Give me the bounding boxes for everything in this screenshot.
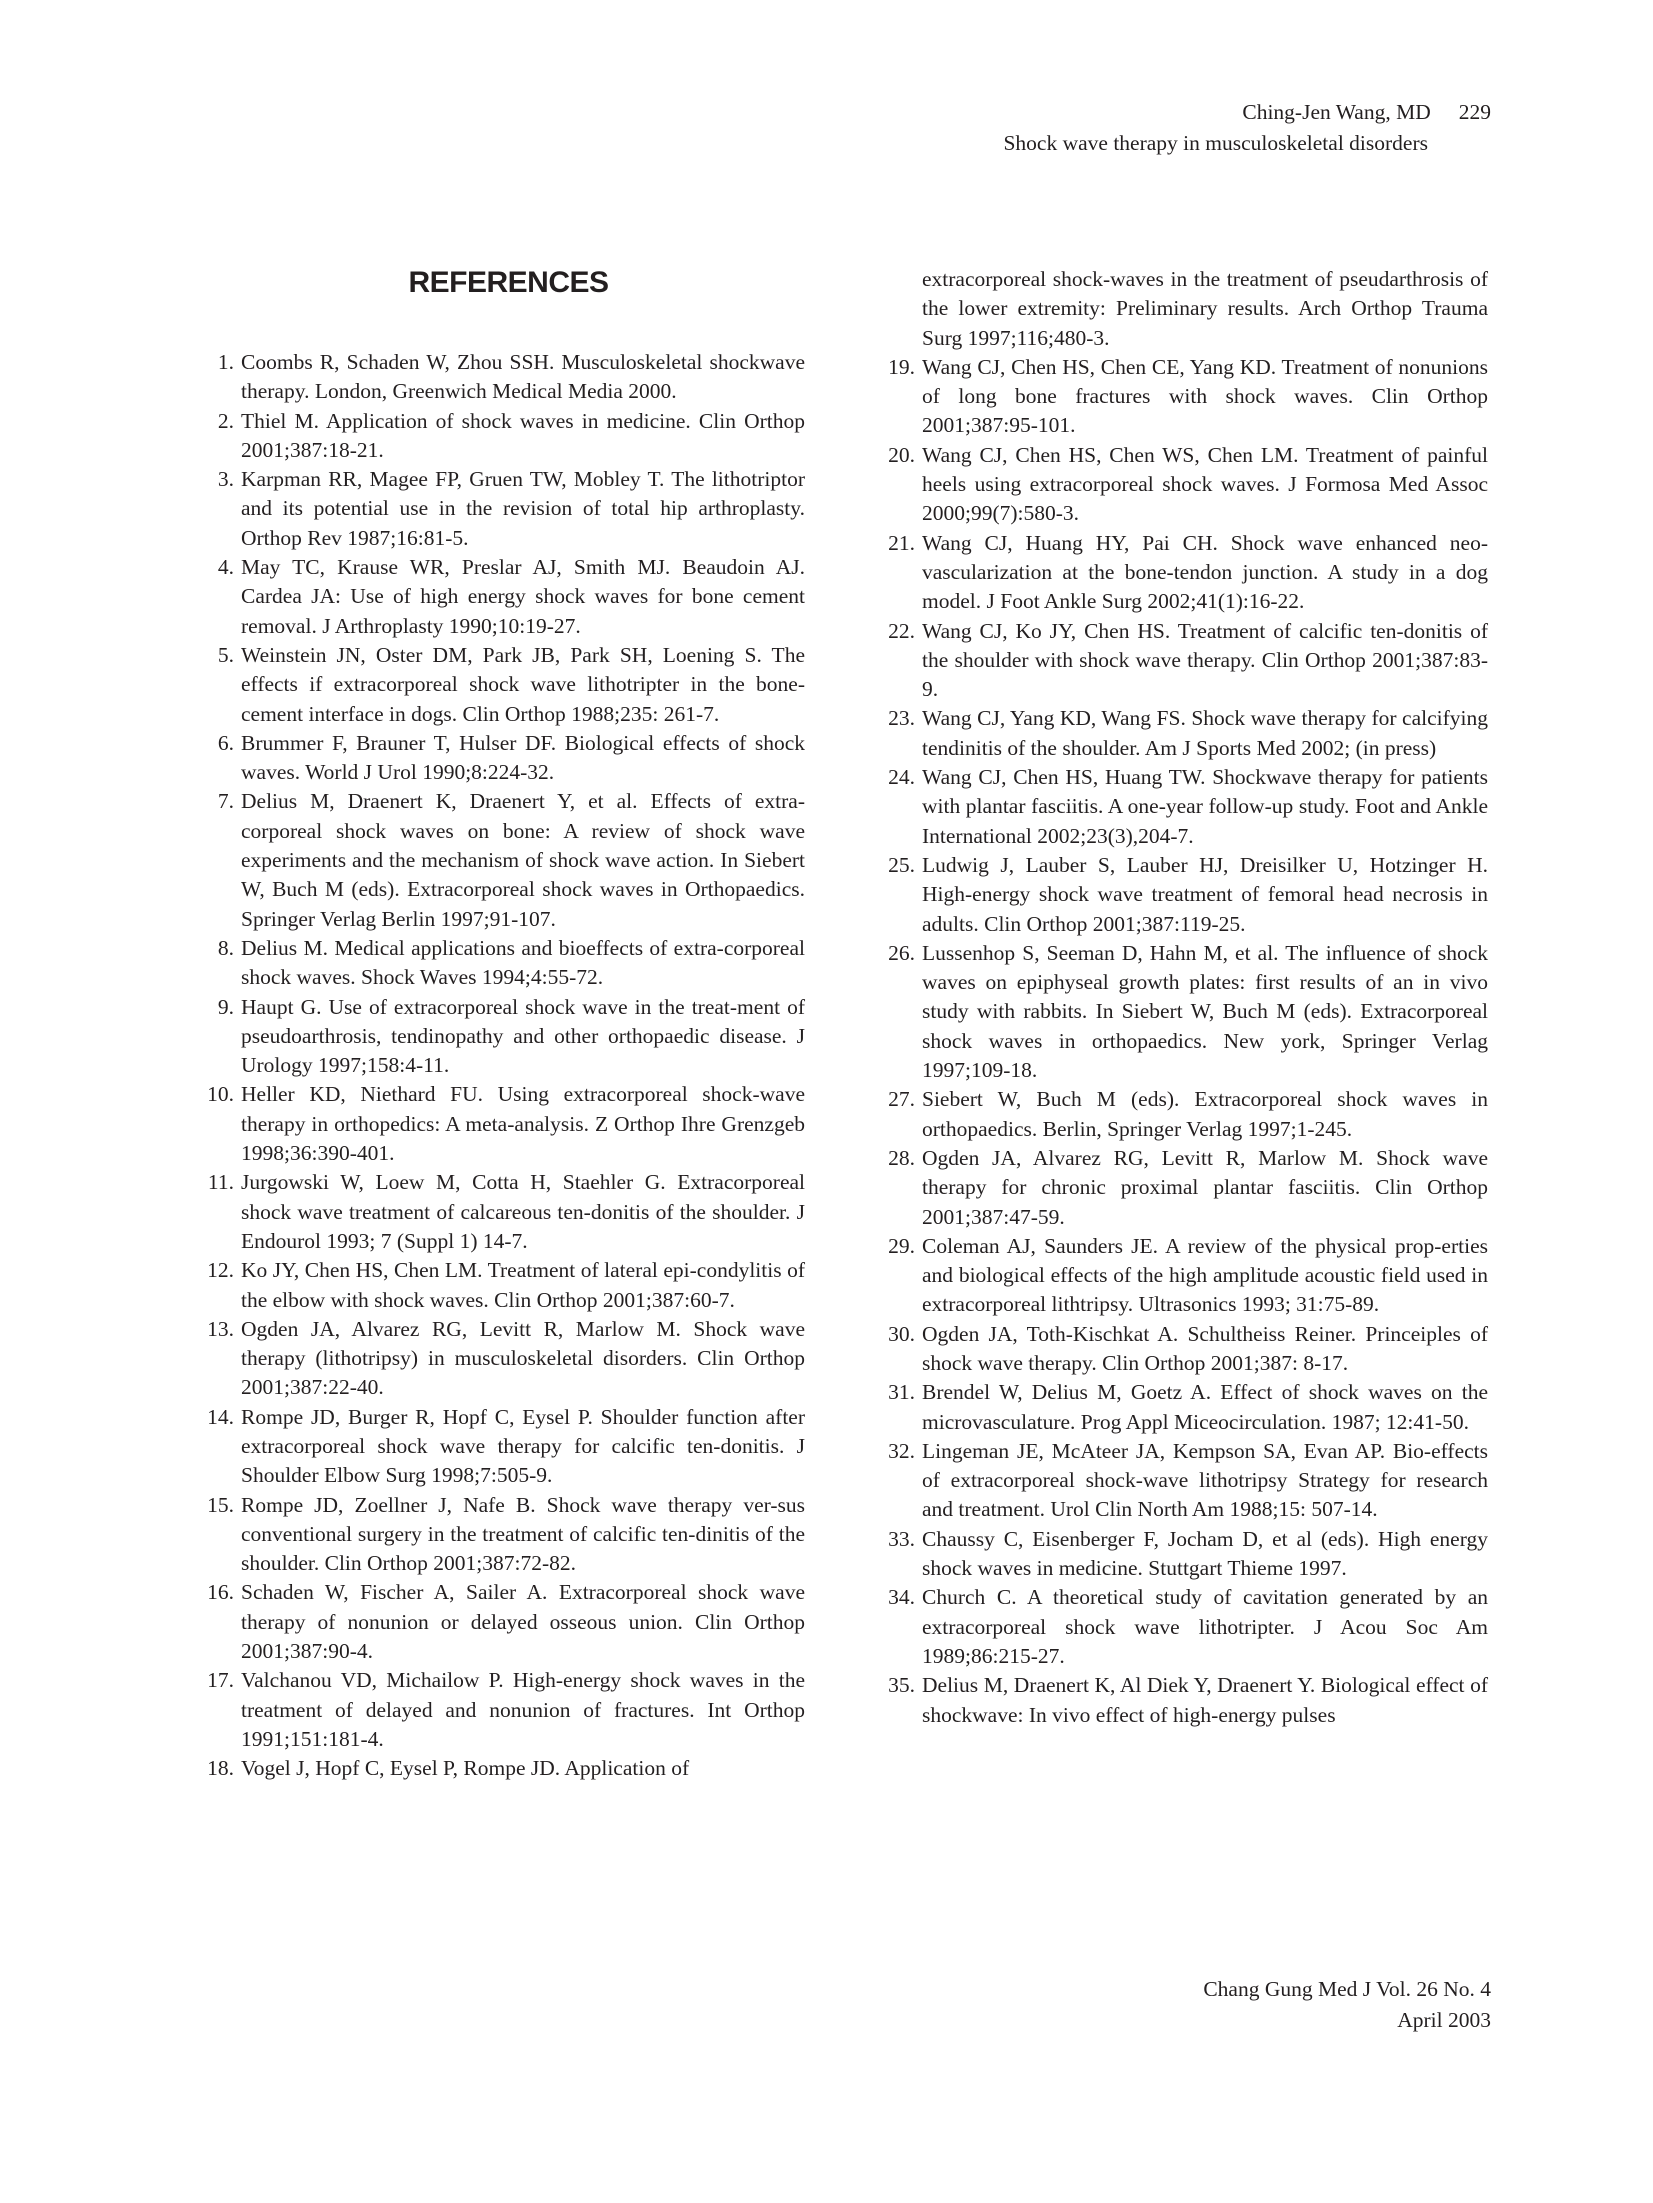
reference-text: Ko JY, Chen HS, Chen LM. Treatment of lateral epi-condylitis of the elbow with shock waves. Clin Orthop 2001;387:60-7.	[241, 1258, 805, 1312]
reference-number: 12.	[207, 1258, 234, 1283]
reference-18-continuation: extracorporeal shock-waves in the treatment of pseudarthrosis of the lower extremity: Preliminary results. Arch Orthop Trauma Surg 1997;116;480-3.	[922, 267, 1488, 350]
reference-item	[194, 934, 805, 993]
reference-text: Wang CJ, Chen HS, Chen WS, Chen LM. Treatment of painful heels using extracorporeal shock waves. J Formosa Med Assoc 2000;99(7):580-3.	[922, 442, 1488, 526]
reference-text: Heller KD, Niethard FU. Using extracorporeal shock-wave therapy in orthopedics: A meta-analysis. Z Orthop Ihre Grenzgeb 1998;36:390-401.	[241, 1082, 805, 1166]
reference-text: Wang CJ, Ko JY, Chen HS. Treatment of calcific ten-donitis of the shoulder with shock wave therapy. Clin Orthop 2001;387:83-9.	[922, 618, 1488, 702]
reference-item	[875, 1320, 1488, 1379]
reference-text: Schaden W, Fischer A, Sailer A. Extracorporeal shock wave therapy of nonunion or delayed osseous union. Clin Orthop 2001;387:90-4.	[241, 1580, 805, 1664]
reference-number: 34.	[888, 1585, 915, 1610]
reference-number: 3.	[217, 467, 234, 492]
reference-item	[875, 1437, 1488, 1525]
reference-text: Church C. A theoretical study of cavitation generated by an extracorporeal shock wave lithotripter. J Acou Soc Am 1989;86:215-27.	[922, 1585, 1488, 1668]
reference-number: 18.	[207, 1756, 234, 1781]
reference-number: 15.	[207, 1492, 234, 1517]
reference-item	[875, 1144, 1488, 1232]
reference-number: 23.	[888, 706, 915, 731]
reference-item	[875, 1085, 1488, 1144]
reference-item	[194, 1578, 805, 1666]
reference-text: Ogden JA, Toth-Kischkat A. Schultheiss Reiner. Princeiples of shock wave therapy. Clin Orthop 2001;387: 8-17.	[922, 1321, 1488, 1375]
reference-number: 7.	[217, 789, 234, 814]
reference-text: Brummer F, Brauner T, Hulser DF. Biological effects of shock waves. World J Urol 1990;8:224-32.	[241, 730, 805, 785]
reference-text: Coleman AJ, Saunders JE. A review of the physical prop-erties and biological effects of the high amplitude acoustic field used in extracorporeal lithtripsy. Ultrasonics 1993; 31:75-89.	[922, 1233, 1488, 1317]
reference-item	[875, 617, 1488, 705]
reference-item	[194, 348, 805, 407]
reference-number: 6.	[217, 730, 234, 755]
page-number: 229	[1458, 100, 1491, 124]
running-head	[1003, 97, 1491, 159]
reference-item	[194, 729, 805, 788]
reference-text: Siebert W, Buch M (eds). Extracorporeal shock waves in orthopaedics. Berlin, Springer Verlag 1997;1-245.	[922, 1087, 1488, 1141]
reference-number: 8.	[217, 935, 234, 960]
reference-number: 32.	[888, 1438, 915, 1463]
reference-text: Karpman RR, Magee FP, Gruen TW, Mobley T. The lithotriptor and its potential use in the revision of total hip arthroplasty. Orthop Rev 1987;16:81-5.	[241, 467, 805, 550]
reference-item	[875, 1671, 1488, 1730]
reference-text: Chaussy C, Eisenberger F, Jocham D, et al (eds). High energy shock waves in medicine. Stuttgart Thieme 1997.	[922, 1526, 1488, 1581]
reference-number: 28.	[888, 1145, 915, 1170]
reference-text: Lussenhop S, Seeman D, Hahn M, et al. The influence of shock waves on epiphyseal growth plates: first results of an in vivo study with rabbits. In Siebert W, Buch M (eds). Extracorporeal shock waves in orthopaedics. New york, Springer Verlag 1997;109-18.	[922, 940, 1488, 1083]
reference-item	[194, 1403, 805, 1491]
reference-text: Ogden JA, Alvarez RG, Levitt R, Marlow M. Shock wave therapy for chronic proximal plantar fasciitis. Clin Orthop 2001;387:47-59.	[922, 1145, 1488, 1229]
reference-number: 2.	[217, 408, 234, 433]
header-subtitle: Shock wave therapy in musculoskeletal disorders	[1003, 131, 1428, 155]
reference-item	[194, 407, 805, 466]
reference-number: 33.	[888, 1526, 915, 1551]
reference-item	[194, 641, 805, 729]
reference-number: 25.	[888, 852, 915, 877]
reference-text: Wang CJ, Yang KD, Wang FS. Shock wave therapy for calcifying tendinitis of the shoulder. Am J Sports Med 2002; (in press)	[922, 706, 1488, 760]
journal-info	[1203, 1974, 1491, 2036]
reference-text: Wang CJ, Chen HS, Huang TW. Shockwave therapy for patients with plantar fasciitis. A one-year follow-up study. Foot and Ankle International 2002;23(3),204-7.	[922, 765, 1488, 848]
reference-item	[194, 1754, 805, 1783]
reference-number: 13.	[207, 1316, 234, 1341]
reference-item	[194, 1315, 805, 1403]
reference-item	[194, 1168, 805, 1256]
reference-text: May TC, Krause WR, Preslar AJ, Smith MJ. Beaudoin AJ. Cardea JA: Use of high energy shock waves for bone cement removal. J Arthroplasty 1990;10:19-27.	[241, 555, 805, 638]
reference-number: 4.	[217, 555, 234, 580]
reference-text: Jurgowski W, Loew M, Cotta H, Staehler G. Extracorporeal shock wave treatment of calcareous ten-donitis of the shoulder. J Endourol 1993; 7 (Suppl 1) 14-7.	[241, 1170, 805, 1253]
reference-text: Wang CJ, Huang HY, Pai CH. Shock wave enhanced neo-vascularization at the bone-tendon junction. A study in a dog model. J Foot Ankle Surg 2002;41(1):16-22.	[922, 530, 1488, 614]
reference-text: Vogel J, Hopf C, Eysel P, Rompe JD. Application of	[241, 1756, 690, 1781]
reference-number: 10.	[207, 1082, 234, 1107]
reference-number: 14.	[207, 1404, 234, 1429]
reference-item	[875, 529, 1488, 617]
reference-item	[875, 1378, 1488, 1437]
reference-number: 1.	[217, 350, 234, 374]
reference-text: Weinstein JN, Oster DM, Park JB, Park SH, Loening S. The effects if extracorporeal shock wave lithotripter in the bone-cement interface in dogs. Clin Orthop 1988;235: 261-7.	[241, 642, 805, 726]
reference-number: 31.	[888, 1380, 915, 1405]
reference-item	[194, 1256, 805, 1315]
reference-number: 22.	[888, 618, 915, 643]
references-left-column	[194, 348, 805, 1784]
reference-item	[194, 465, 805, 553]
reference-number: 21.	[888, 530, 915, 555]
journal-date: April 2003	[1397, 2008, 1491, 2032]
reference-text: Thiel M. Application of shock waves in medicine. Clin Orthop 2001;387:18-21.	[241, 408, 805, 462]
reference-text: Coombs R, Schaden W, Zhou SSH. Musculoskeletal shockwave therapy. London, Greenwich Medical Media 2000.	[241, 350, 805, 404]
reference-number: 29.	[888, 1233, 915, 1258]
reference-number: 5.	[217, 642, 234, 667]
reference-item	[875, 939, 1488, 1085]
reference-item	[875, 704, 1488, 763]
reference-item	[194, 993, 805, 1081]
journal-name: Chang Gung Med J Vol. 26 No. 4	[1203, 1977, 1491, 2001]
reference-item	[875, 1525, 1488, 1584]
reference-text: Delius M, Draenert K, Al Diek Y, Draenert Y. Biological effect of shockwave: In vivo effect of high-energy pulses	[922, 1673, 1488, 1727]
reference-text: Brendel W, Delius M, Goetz A. Effect of shock waves on the microvasculature. Prog Appl Miceocirculation. 1987; 12:41-50.	[922, 1380, 1488, 1434]
reference-text: Delius M. Medical applications and bioeffects of extra-corporeal shock waves. Shock Waves 1994;4:55-72.	[241, 935, 805, 990]
reference-number: 19.	[888, 354, 915, 379]
reference-item	[875, 851, 1488, 939]
reference-item	[194, 1491, 805, 1579]
reference-number: 30.	[888, 1321, 915, 1346]
reference-item	[875, 1583, 1488, 1671]
reference-item	[875, 353, 1488, 441]
reference-item	[194, 1666, 805, 1754]
references-right-column	[875, 265, 1488, 1730]
reference-number: 20.	[888, 442, 915, 467]
reference-number: 16.	[207, 1580, 234, 1605]
reference-number: 24.	[888, 765, 915, 790]
reference-number: 9.	[217, 994, 234, 1019]
reference-number: 27.	[888, 1087, 915, 1112]
reference-text: Ogden JA, Alvarez RG, Levitt R, Marlow M. Shock wave therapy (lithotripsy) in musculoskeletal disorders. Clin Orthop 2001;387:22-40.	[241, 1316, 805, 1400]
reference-item	[194, 1080, 805, 1168]
reference-text: Valchanou VD, Michailow P. High-energy shock waves in the treatment of delayed and nonunion of fractures. Int Orthop 1991;151:181-4.	[241, 1668, 805, 1751]
reference-text: Lingeman JE, McAteer JA, Kempson SA, Evan AP. Bio-effects of extracorporeal shock-wave lithotripsy Strategy for research and treatment. Urol Clin North Am 1988;15: 507-14.	[922, 1438, 1488, 1522]
references-heading: REFERENCES	[408, 266, 609, 299]
reference-number: 11.	[207, 1170, 234, 1195]
reference-text: Wang CJ, Chen HS, Chen CE, Yang KD. Treatment of nonunions of long bone fractures with shock waves. Clin Orthop 2001;387:95-101.	[922, 354, 1488, 438]
reference-text: Delius M, Draenert K, Draenert Y, et al. Effects of extra-corporeal shock waves on bone: A review of shock wave experiments and the mechanism of shock wave action. In Siebert W, Buch M (eds). Extracorporeal shock waves in Orthopaedics. Springer Verlag Berlin 1997;91-107.	[241, 789, 805, 931]
reference-item	[194, 787, 805, 933]
reference-text: Rompe JD, Burger R, Hopf C, Eysel P. Shoulder function after extracorporeal shock wave therapy for calcific ten-donitis. J Shoulder Elbow Surg 1998;7:505-9.	[241, 1404, 805, 1488]
reference-text: Ludwig J, Lauber S, Lauber HJ, Dreisilker U, Hotzinger H. High-energy shock wave treatment of femoral head necrosis in adults. Clin Orthop 2001;387:119-25.	[922, 852, 1488, 936]
reference-text: Rompe JD, Zoellner J, Nafe B. Shock wave therapy ver-sus conventional surgery in the treatment of calcific ten-dinitis of the shoulder. Clin Orthop 2001;387:72-82.	[241, 1492, 805, 1576]
reference-item	[875, 441, 1488, 529]
reference-number: 26.	[888, 940, 915, 965]
reference-text: Haupt G. Use of extracorporeal shock wave in the treat-ment of pseudoarthrosis, tendinopathy and other orthopaedic disease. J Urology 1997;158:4-11.	[241, 994, 805, 1078]
reference-number: 35.	[888, 1673, 915, 1698]
reference-item	[194, 553, 805, 641]
header-author: Ching-Jen Wang, MD	[1242, 100, 1431, 124]
reference-item	[875, 1232, 1488, 1320]
reference-item	[875, 763, 1488, 851]
reference-number: 17.	[207, 1668, 234, 1693]
